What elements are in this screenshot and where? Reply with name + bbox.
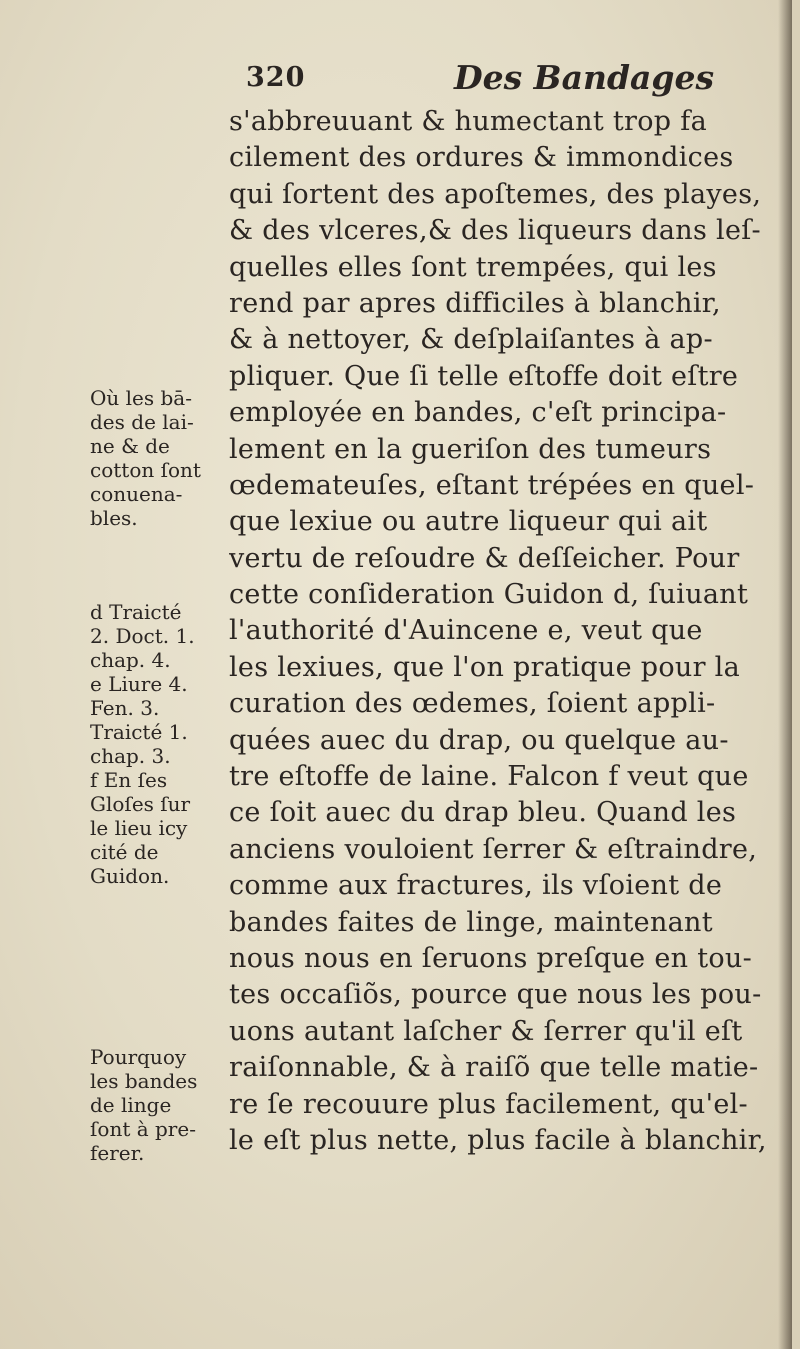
body-line: vertu de reſoudre & deſſeicher. Pour [229,542,740,574]
margin-notes [90,0,232,1349]
body-line: le eſt plus nette, plus facile à blanchir, [229,1124,767,1156]
margin-note-line: Traicté 1. [90,720,188,744]
margin-note-line: Gloſes ſur [90,792,191,816]
body-line: employée en bandes, c'eſt principa- [229,397,727,429]
body-line: tre eſtoffe de laine. Falcon f veut que [229,761,749,793]
body-line: curation des œdemes, ſoient appli- [229,688,716,720]
margin-note-line: f En ſes [90,768,168,792]
body-line: rend par apres difficiles à blanchir, [229,287,721,319]
body-line: les lexiues, que l'on pratique pour la [229,651,740,683]
body-line: comme aux fractures, ils vſoient de [229,870,723,902]
body-line: & des vlceres,& des liqueurs dans leſ- [229,215,761,247]
margin-note-line: bles. [90,506,138,530]
margin-note-line: cotton ſont [90,458,201,482]
margin-note-line: Où les bā- [90,386,192,410]
body-line: l'authorité d'Auincene e, veut que [229,615,703,647]
body-line: œdemateuſes, eſtant trépées en quel- [229,469,755,501]
margin-note-line: chap. 4. [90,648,171,672]
body-line: quées auec du drap, ou quelque au- [229,724,729,756]
margin-note-line: le lieu icy [90,816,188,840]
margin-note-line: chap. 3. [90,744,171,768]
body-line: bandes faites de linge, maintenant [229,906,713,938]
margin-note-line: de linge [90,1093,172,1117]
margin-note-line: Pourquoy [90,1045,187,1069]
body-line: nous nous en ſeruons preſque en tou- [229,942,753,974]
margin-note-line: cité de [90,840,159,864]
body-line: pliquer. Que ſi telle eſtoffe doit eſtre [229,360,739,392]
margin-note-linen-preferred [90,1045,197,1165]
body-line: uons autant laſcher & ſerrer qu'il eſt [229,1015,743,1047]
body-line: tes occaſiõs, pource que nous les pou- [229,979,762,1011]
body-line: & à nettoyer, & deſplaiſantes à ap- [229,324,713,356]
margin-note-line: 2. Doct. 1. [90,624,195,648]
body-line: anciens vouloient ſerrer & eſtraindre, [229,833,758,865]
margin-note-line: Fen. 3. [90,696,160,720]
margin-note-line: ne & de [90,434,170,458]
running-title: Des Bandages [454,58,715,97]
page-number: 320 [246,62,306,93]
body-line: s'abbreuuant & humectant trop fa [229,106,707,137]
margin-note-line: ſont à pre- [90,1117,196,1141]
body-line: re ſe recouure plus facilement, qu'el- [229,1088,748,1120]
margin-note-line: les bandes [90,1069,198,1093]
body-line: lement en la gueriſon des tumeurs [229,433,712,465]
body-line: qui ſortent des apoſtemes, des playes, [229,178,762,210]
margin-note-bandages-wool-cotton [90,386,201,530]
margin-note-line: Guidon. [90,864,170,888]
body-line: quelles elles ſont trempées, qui les [229,251,717,283]
body-line: cilement des ordures & immondices [229,142,734,174]
margin-note-line: conuena- [90,482,183,506]
margin-note-line: d Traicté [90,600,182,624]
body-line: que lexiue ou autre liqueur qui ait [229,506,708,538]
page-header [236,58,792,98]
body-line: cette conſideration Guidon d, ſuiuant [229,579,749,611]
body-line: raiſonnable, & à raiſõ que telle matie- [229,1052,759,1084]
margin-note-references [90,600,195,888]
margin-note-line: des de lai- [90,410,194,434]
body-line: ce ſoit auec du drap bleu. Quand les [229,797,737,829]
body-text [229,104,789,1159]
margin-note-line: e Liure 4. [90,672,188,696]
margin-note-line: ferer. [90,1141,145,1165]
